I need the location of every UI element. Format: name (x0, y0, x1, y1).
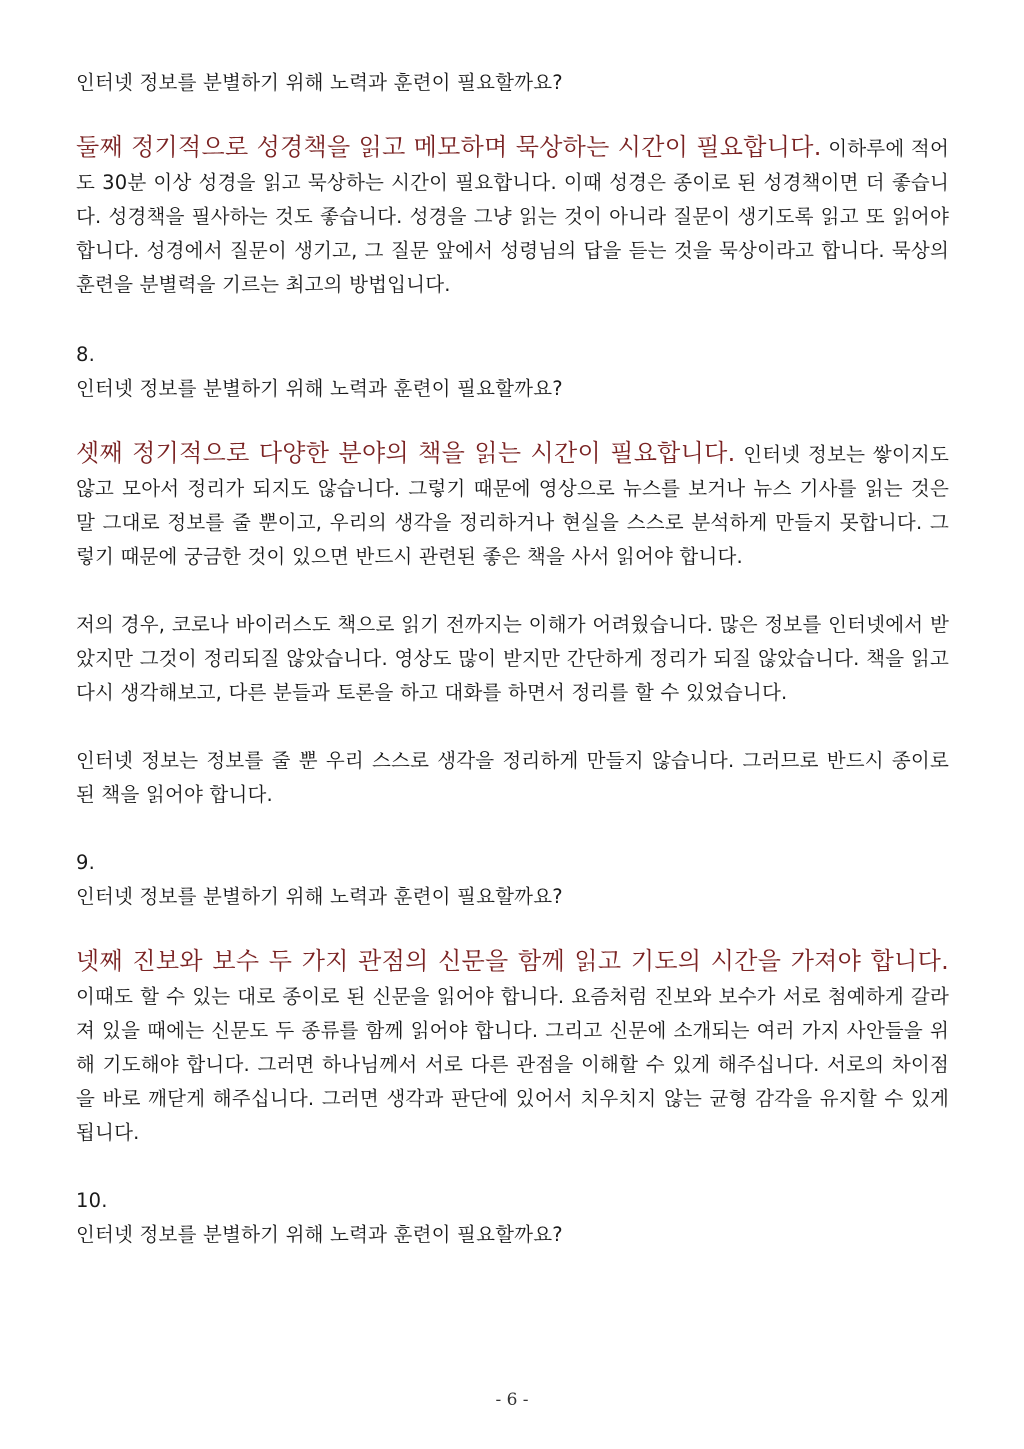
question-line: 인터넷 정보를 분별하기 위해 노력과 훈련이 필요할까요? (76, 885, 563, 908)
paragraph-paper: 인터넷 정보는 정보를 줄 뿐 우리 스스로 생각을 정리하게 만들지 않습니다. 그러므로 반드시 종이로 된 책을 읽어야 합니다. (76, 749, 949, 806)
page-number: - 6 - (495, 1390, 529, 1410)
paragraph-corona: 저의 경우, 코로나 바이러스도 책으로 읽기 전까지는 이해가 어려웠습니다. 많은 정보를 인터넷에서 받았지만 그것이 정리되질 않았습니다. 영상도 많이 받지만 간단하게 정리가 되질 않았습니다. 책을 읽고 다시 생각해보고, 다른 분들과 토론을 하고 대화를 하면서 정리를 할 수 있었습니다. (76, 613, 949, 704)
highlight-heading: 셋째 정기적으로 다양한 분야의 책을 읽는 시간이 필요합니다. (76, 439, 736, 467)
paragraph-body: 인터넷 정보는 쌓이지도 않고 모아서 정리가 되지도 않습니다. 그렇기 때문에 영상으로 뉴스를 보거나 뉴스 기사를 읽는 것은 말 그대로 정보를 줄 뿐이고, 우리의 생각을 정리하거나 현실을 스스로 분석하게 만들지 못합니다. 그렇기 때문에 궁금한 것이 있으면 반드시 관련된 좋은 책을 사서 읽어야 합니다. (76, 443, 949, 568)
question-line: 인터넷 정보를 분별하기 위해 노력과 훈련이 필요할까요? (76, 1223, 563, 1246)
paragraph-fourth (76, 944, 949, 1150)
section-number: 8. (76, 343, 96, 366)
paragraph-body: 이때도 할 수 있는 대로 종이로 된 신문을 읽어야 합니다. 요즘처럼 진보와 보수가 서로 첨예하게 갈라져 있을 때에는 신문도 두 종류를 함께 읽어야 합니다. 그리고 신문에 소개되는 여러 가지 사안들을 위해 기도해야 합니다. 그러면 하나님께서 서로 다른 관점을 이해할 수 있게 해주십니다. 서로의 차이점을 바로 깨닫게 해주십니다. 그러면 생각과 판단에 있어서 치우치지 않는 균형 감각을 유지할 수 있게 됩니다. (76, 985, 949, 1144)
paragraph-body: 이하루에 적어도 30분 이상 성경을 읽고 묵상하는 시간이 필요합니다. 이때 성경은 종이로 된 성경책이면 더 좋습니다. 성경책을 필사하는 것도 좋습니다. 성경을 그냥 읽는 것이 아니라 질문이 생기도록 읽고 또 읽어야 합니다. 성경에서 질문이 생기고, 그 질문 앞에서 성령님의 답을 듣는 것을 묵상이라고 합니다. 묵상의 훈련을 분별력을 기르는 최고의 방법입니다. (76, 137, 949, 296)
section-number: 9. (76, 851, 96, 874)
question-line: 인터넷 정보를 분별하기 위해 노력과 훈련이 필요할까요? (76, 71, 563, 94)
highlight-heading: 넷째 진보와 보수 두 가지 관점의 신문을 함께 읽고 기도의 시간을 가져야 합니다. (76, 947, 949, 975)
highlight-heading: 둘째 정기적으로 성경책을 읽고 메모하며 묵상하는 시간이 필요합니다. (76, 133, 822, 161)
question-line: 인터넷 정보를 분별하기 위해 노력과 훈련이 필요할까요? (76, 377, 563, 400)
document-page (76, 66, 949, 1252)
paragraph-third (76, 436, 949, 574)
section-number: 10. (76, 1189, 108, 1212)
paragraph-second (76, 130, 949, 302)
